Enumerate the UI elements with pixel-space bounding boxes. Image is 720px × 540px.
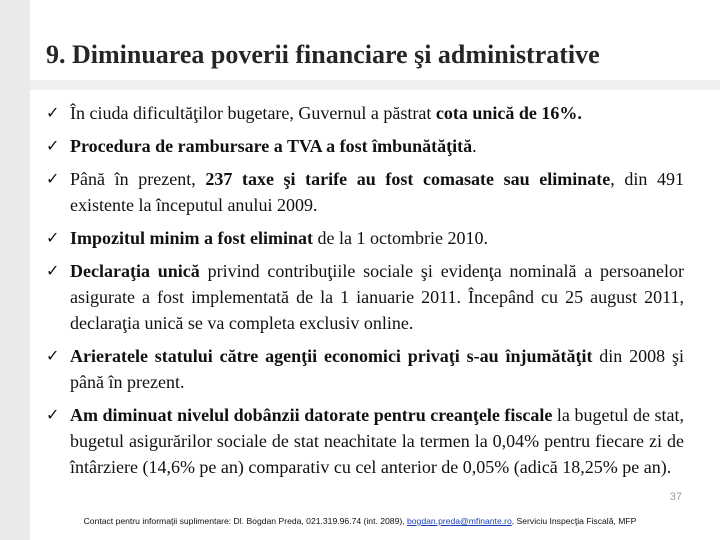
bullet-text: În ciuda dificultăţilor bugetare, Guvernul a păstrat <box>70 103 436 123</box>
bullet-item-arrears <box>46 343 684 395</box>
bullet-text: din 2008 şi până în prezent. <box>70 346 684 392</box>
bullet-text-bold: cota unică de 16%. <box>435 103 582 123</box>
bullet-text: Până în prezent, <box>70 169 206 189</box>
bullet-text: de la 1 octombrie 2010. <box>313 228 488 248</box>
bullet-item-flat-tax <box>46 100 684 126</box>
page-number: 37 <box>669 491 682 503</box>
bullet-list <box>46 100 684 480</box>
bullet-text: privind contribuţiile sociale şi evidenţa nominală a persoanelor asigurate a fost implementată de la 1 ianuarie 2011. Începând cu 25 august 2011, declaraţia unică se va completa exclusiv online. <box>70 261 684 333</box>
slide-title: 9. Diminuarea poverii financiare şi administrative <box>46 40 600 69</box>
bullet-text: , din 491 existente la începutul anului 2009. <box>70 169 684 215</box>
bullet-item-vat-refund <box>46 133 684 159</box>
check-icon: ✓ <box>46 346 60 365</box>
left-decorative-band <box>0 0 30 540</box>
bullet-text-bold: Declaraţia unică <box>70 261 200 281</box>
check-icon: ✓ <box>46 169 60 188</box>
footer-text: Contact pentru informaţii suplimentare: Dl. Bogdan Preda, 021.319.96.74 (int. 2089), <box>83 516 407 526</box>
check-icon: ✓ <box>46 228 60 247</box>
bullet-text-bold: Am diminuat nivelul dobânzii datorate pentru creanţele fiscale <box>70 405 553 425</box>
bullet-item-minimum-tax <box>46 225 684 251</box>
check-icon: ✓ <box>46 261 60 280</box>
bullet-text-bold: Impozitul minim a fost eliminat <box>70 228 313 248</box>
email-link[interactable]: bogdan.preda@mfinante.ro <box>407 516 512 526</box>
check-icon: ✓ <box>46 103 60 122</box>
bullet-item-fees-eliminated <box>46 166 684 218</box>
bullet-text-bold: 237 taxe şi tarife au fost comasate sau eliminate <box>205 169 611 189</box>
bullet-text-bold: Procedura de rambursare a TVA a fost îmbunătăţită <box>70 136 473 156</box>
check-icon: ✓ <box>46 136 60 155</box>
footer-text: , Serviciu Inspecţia Fiscală, MFP <box>511 516 637 526</box>
bullet-text: la bugetul de stat, bugetul asigurărilor sociale de stat neachitate la termen la 0,04% pentru fiecare zi de întârziere (14,6% pe an) comparativ cu cel anterior de 0,05% (adică 18,25% pe an). <box>70 405 684 477</box>
title-underline-bar <box>30 80 720 90</box>
bullet-item-interest-rate <box>46 402 684 480</box>
bullet-text-bold: Arieratele statului către agenţii economici privaţi s-au înjumătăţit <box>70 346 593 366</box>
check-icon: ✓ <box>46 405 60 424</box>
footer-contact <box>0 516 720 526</box>
bullet-text: . <box>472 136 477 156</box>
bullet-item-single-declaration <box>46 258 684 336</box>
